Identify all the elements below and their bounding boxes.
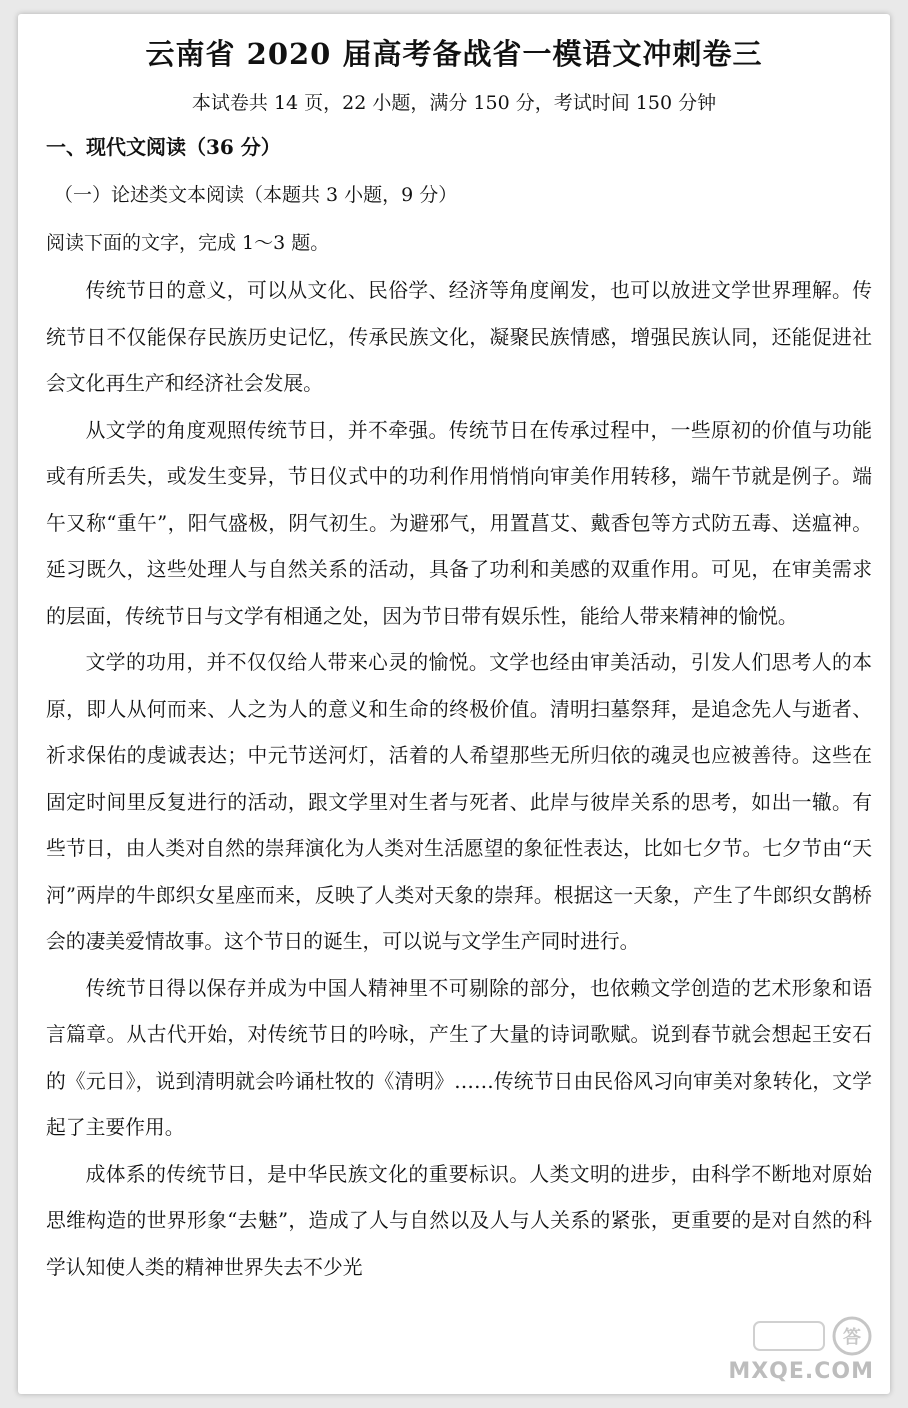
page-title: 云南省 2020 届高考备战省一模语文冲刺卷三 <box>145 37 763 71</box>
section-heading: 一、现代文阅读（36 分） <box>46 135 281 159</box>
reading-instruction: 阅读下面的文字，完成 1～3 题。 <box>46 232 330 254</box>
svg-text:答: 答 <box>843 1327 861 1348</box>
exam-info: 本试卷共 14 页，22 小题，满分 150 分，考试时间 150 分钟 <box>191 92 717 114</box>
watermark-text: MXQE.COM <box>728 1359 874 1384</box>
watermark <box>728 1314 884 1392</box>
passage-paragraph-3: 文学的功用，并不仅仅给人带来心灵的愉悦。文学也经由审美活动，引发人们思考人的本原，即人从何而来、人之为人的意义和生命的终极价值。清明扫墓祭拜，是追念先人与逝者、祈求保佑的虔诚表达；中元节送河灯，活着的人希望那些无所归依的魂灵也应被善待。这些在固定时间里反复进行的活动，跟文学里对生者与死者、此岸与彼岸关系的思考，如出一辙。有些节日，由人类对自然的崇拜演化为人类对生活愿望的象征性表达，比如七夕节。七夕节由“天河”两岸的牛郎织女星座而来，反映了人类对天象的崇拜。根据这一天象，产生了牛郎织女鹊桥会的凄美爱情故事。这个节日的诞生，可以说与文学生产同时进行。 <box>46 651 872 953</box>
passage-paragraph-1: 传统节日的意义，可以从文化、民俗学、经济等角度阐发，也可以放进文学世界理解。传统节日不仅能保存民族历史记忆，传承民族文化，凝聚民族情感，增强民族认同，还能促进社会文化再生产和经济社会发展。 <box>46 279 872 395</box>
passage-paragraph-4: 传统节日得以保存并成为中国人精神里不可剔除的部分，也依赖文学创造的艺术形象和语言篇章。从古代开始，对传统节日的吟咏，产生了大量的诗词歌赋。说到春节就会想起王安石的《元日》，说到清明就会吟诵杜牧的《清明》……传统节日由民俗风习向审美对象转化，文学起了主要作用。 <box>46 976 872 1139</box>
exam-page <box>18 14 890 1394</box>
passage-paragraph-2: 从文学的角度观照传统节日，并不牵强。传统节日在传承过程中，一些原初的价值与功能或有所丢失，或发生变异，节日仪式中的功利作用悄悄向审美作用转移，端午节就是例子。端午又称“重午”，阳气盛极，阴气初生。为避邪气，用置菖艾、戴香包等方式防五毒、送瘟神。延习既久，这些处理人与自然关系的活动，具备了功利和美感的双重作用。可见，在审美需求的层面，传统节日与文学有相通之处，因为节日带有娱乐性，能给人带来精神的愉悦。 <box>46 418 872 628</box>
reading-passage <box>46 268 872 1291</box>
passage-paragraph-5: 成体系的传统节日，是中华民族文化的重要标识。人类文明的进步，由科学不断地对原始思维构造的世界形象“去魅”，造成了人与自然以及人与人关系的紧张，更重要的是对自然的科学认知使人类的精神世界失去不少光 <box>46 1162 872 1279</box>
subsection-heading: （一）论述类文本阅读（本题共 3 小题，9 分） <box>54 184 458 206</box>
